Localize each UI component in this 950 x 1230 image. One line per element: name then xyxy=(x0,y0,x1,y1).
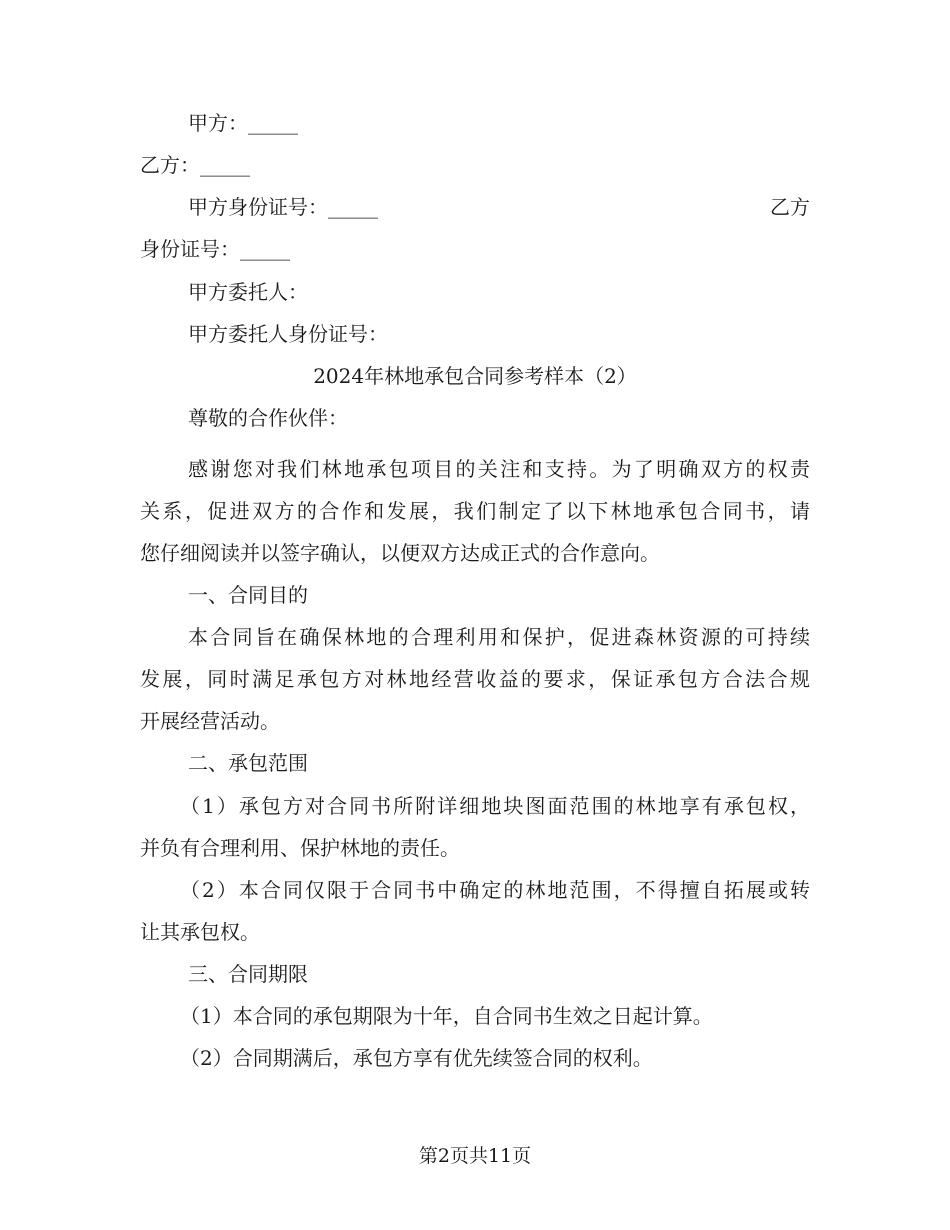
section3-heading: 三、合同期限 xyxy=(188,962,308,986)
section2-heading: 二、承包范围 xyxy=(188,751,308,775)
party-a-id-field: 甲方身份证号：_____ xyxy=(188,195,378,219)
party-a-agent-field: 甲方委托人： xyxy=(188,280,308,304)
party-b-id-label-start: 乙方 xyxy=(770,195,810,219)
section3-item2: （2）合同期满后，承包方享有优先续签合同的权利。 xyxy=(180,1046,653,1070)
section2-item1-line-1: （1）承包方对合同书所附详细地块图面范围的林地享有承包权， xyxy=(180,794,810,818)
party-a-field: 甲方：_____ xyxy=(188,111,298,135)
section2-item2-line-1: （2）本合同仅限于合同书中确定的林地范围，不得擅自拓展或转 xyxy=(180,878,810,902)
section2-item2-line-2: 让其承包权。 xyxy=(140,920,260,944)
party-a-agent-id-field: 甲方委托人身份证号： xyxy=(188,322,388,346)
section1-line-3: 开展经营活动。 xyxy=(140,709,280,733)
section1-line-2: 发展，同时满足承包方对林地经营收益的要求，保证承包方合法合规 xyxy=(140,667,810,691)
document-title: 2024年林地承包合同参考样本（2） xyxy=(313,364,637,388)
section3-item1: （1）本合同的承包期限为十年，自合同书生效之日起计算。 xyxy=(180,1004,713,1028)
party-b-id-field: 身份证号：_____ xyxy=(140,237,290,261)
page-number-footer: 第2页共11页 xyxy=(418,1145,532,1167)
intro-line-3: 您仔细阅读并以签字确认，以便双方达成正式的合作意向。 xyxy=(140,541,660,565)
section1-heading: 一、合同目的 xyxy=(188,583,308,607)
section2-item1-line-2: 并负有合理利用、保护林地的责任。 xyxy=(140,836,460,860)
salutation: 尊敬的合作伙伴： xyxy=(188,406,348,430)
intro-line-1: 感谢您对我们林地承包项目的关注和支持。为了明确双方的权责 xyxy=(188,457,810,481)
section1-line-1: 本合同旨在确保林地的合理利用和保护，促进森林资源的可持续 xyxy=(188,625,810,649)
party-b-field: 乙方：_____ xyxy=(140,153,250,177)
intro-line-2: 关系，促进双方的合作和发展，我们制定了以下林地承包合同书，请 xyxy=(140,499,810,523)
